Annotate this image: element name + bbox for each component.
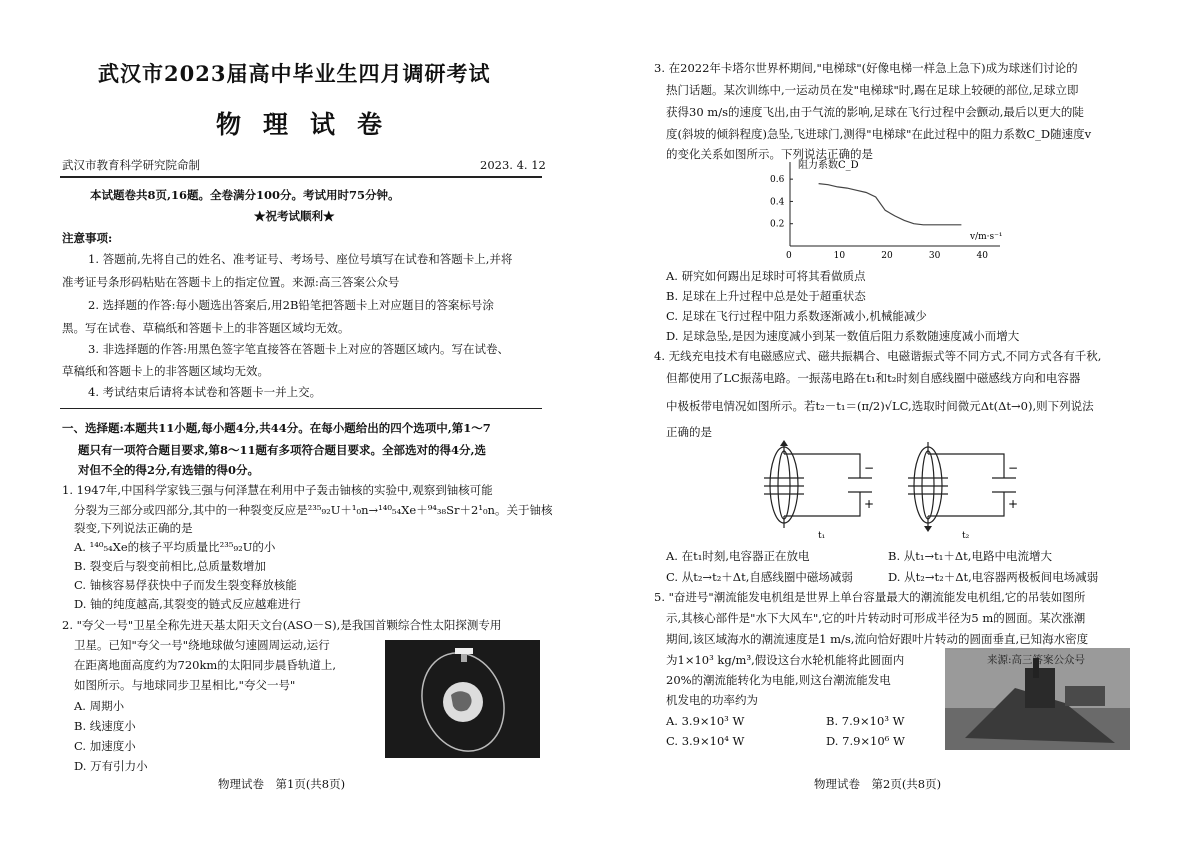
q3-stem: 的变化关系如图所示。下列说法正确的是 — [666, 147, 873, 161]
section-line: 一、选择题:本题共11小题,每小题4分,共44分。在每小题给出的四个选项中,第1～7 — [62, 421, 491, 435]
q5-stem: 5. "奋进号"潮流能发电机组是世界上单台容量最大的潮流能发电机组,它的吊装如图所 — [654, 590, 1086, 604]
capacitor2-bottom-sign: + — [1008, 497, 1019, 511]
q4-option: A. 在t₁时刻,电容器正在放电 — [666, 549, 810, 563]
q4-stem: 但都使用了LC振荡电路。一振荡电路在t₁和t₂时刻自感线圈中磁感线方向和电容器 — [666, 371, 1081, 385]
q4-stem: 中极板带电情况如图所示。若t₂－t₁＝(π/2)√LC,选取时间微元Δt(Δt→0),则下列说法 — [666, 399, 1094, 413]
notice-line: 3. 非选择题的作答:用黑色签字笔直接答在答题卡上对应的答题区域内。写在试卷、 — [88, 342, 509, 356]
q1-stem: 1. 1947年,中国科学家钱三强与何泽慧在利用中子轰击铀核的实验中,观察到铀核可能 — [62, 483, 493, 497]
drag-coefficient-chart — [760, 158, 1010, 260]
q1-stem: 裂变,下列说法正确的是 — [74, 521, 193, 535]
wish-line: ★祝考试顺利★ — [254, 209, 335, 223]
q3-option: B. 足球在上升过程中总是处于超重状态 — [666, 289, 866, 303]
q3-option: A. 研究如何踢出足球时可将其看做质点 — [666, 269, 866, 283]
notice-line: 黑。写在试卷、草稿纸和答题卡上的非答题区域均无效。 — [62, 321, 350, 335]
q1-stem: 分裂为三部分或四部分,其中的一种裂变反应是²³⁵₉₂U＋¹₀n→¹⁴⁰₅₄Xe＋⁹⁴₃₈Sr＋2¹₀n。关于铀核 — [74, 503, 553, 517]
q3-stem: 3. 在2022年卡塔尔世界杯期间,"电梯球"(好像电梯一样急上急下)成为球迷们讨论的 — [654, 61, 1078, 75]
intro-line: 本试题卷共8页,16题。全卷满分100分。考试用时75分钟。 — [90, 188, 400, 202]
exam-title: 武汉市2023届高中毕业生四月调研考试 — [98, 61, 491, 86]
q2-option: C. 加速度小 — [74, 739, 136, 753]
issuer: 武汉市教育科学研究院命制 — [62, 158, 200, 172]
chart-title: 阻力系数C_D — [798, 160, 859, 171]
y-tick-label: 0.6 — [770, 175, 785, 186]
page-footer: 物理试卷 第1页(共8页) — [218, 777, 346, 791]
q2-option: D. 万有引力小 — [74, 759, 148, 773]
section-line: 题只有一项符合题目要求,第8～11题有多项符合题目要求。全部选对的得4分,选 — [78, 443, 487, 457]
q3-option: C. 足球在飞行过程中阻力系数逐渐减小,机械能减少 — [666, 309, 927, 323]
q5-option: D. 7.9×10⁶ W — [826, 734, 905, 748]
q5-option: A. 3.9×10³ W — [666, 714, 745, 728]
exam-date: 2023. 4. 12 — [480, 158, 546, 172]
q3-stem: 获得30 m/s的速度飞出,由于气流的影响,足球在飞行过程中会颤动,最后以更大的陡 — [666, 105, 1084, 119]
q2-stem: 在距离地面高度约为720km的太阳同步晨昏轨道上, — [74, 658, 336, 672]
x-tick-label: 20 — [881, 251, 893, 260]
notice-line: 4. 考试结束后请将本试卷和答题卡一并上交。 — [88, 385, 322, 399]
notice-line: 2. 选择题的作答:每小题选出答案后,用2B铅笔把答题卡上对应题目的答案标号涂 — [88, 298, 494, 312]
q1-option: A. ¹⁴⁰₅₄Xe的核子平均质量比²³⁵₉₂U的小 — [74, 540, 276, 554]
y-tick-label: 0.2 — [770, 219, 785, 230]
q4-stem: 4. 无线充电技术有电磁感应式、磁共振耦合、电磁谐振式等不同方式,不同方式各有千秋, — [654, 349, 1102, 363]
page-footer: 物理试卷 第2页(共8页) — [814, 777, 942, 791]
cd-series-line — [819, 184, 962, 225]
tidal-generator-image — [945, 648, 1130, 750]
q5-stem: 示,其核心部件是"水下大风车",它的叶片转动时可形成半径为5 m的圆面。某次涨潮 — [666, 611, 1086, 625]
q5-stem: 期间,该区域海水的潮流速度是1 m/s,流向恰好跟叶片转动的圆面垂直,已知海水密度 — [666, 632, 1089, 646]
q2-stem: 2. "夸父一号"卫星全称先进天基太阳天文台(ASO－S),是我国首颗综合性太阳探测专用 — [62, 618, 502, 632]
q3-stem: 度(斜坡的倾斜程度)急坠,飞进球门,测得"电梯球"在此过程中的阻力系数C_D随速度v — [666, 127, 1092, 141]
notice-line: 1. 答题前,先将自己的姓名、准考证号、考场号、座位号填写在试卷和答题卡上,并将 — [88, 252, 513, 266]
q2-stem: 如图所示。与地球同步卫星相比,"夸父一号" — [74, 678, 296, 692]
notice-rule — [60, 408, 542, 409]
q4-option: C. 从t₂→t₂＋Δt,自感线圈中磁场减弱 — [666, 570, 853, 584]
x-tick-label: 30 — [928, 251, 941, 260]
section-line: 对但不全的得2分,有选错的得0分。 — [78, 463, 260, 477]
x-tick-label: 10 — [833, 251, 846, 260]
notice-title: 注意事项: — [62, 231, 113, 245]
page-2 — [600, 0, 1200, 849]
q5-option: B. 7.9×10³ W — [826, 714, 905, 728]
fig-label-t2: t₂ — [962, 531, 970, 540]
q2-stem: 卫星。已知"夸父一号"绕地球做匀速圆周运动,运行 — [74, 638, 330, 652]
lc-circuit-diagram — [760, 440, 1060, 540]
q1-option: D. 铀的纯度越高,其裂变的链式反应越难进行 — [74, 597, 301, 611]
capacitor1-bottom-sign: + — [864, 497, 875, 511]
subject-title: 物理试卷 — [216, 110, 405, 139]
y-tick-label: 0.4 — [770, 197, 785, 208]
q4-option: B. 从t₁→t₁＋Δt,电路中电流增大 — [888, 549, 1052, 563]
q4-stem: 正确的是 — [666, 425, 712, 439]
notice-line: 准考证号条形码粘贴在答题卡上的指定位置。来源:高三答案公众号 — [62, 275, 400, 289]
q2-option: B. 线速度小 — [74, 719, 136, 733]
capacitor2-top-sign: − — [1008, 461, 1019, 475]
chart-xlabel: v/m·s⁻¹ — [970, 232, 1003, 242]
q4-option: D. 从t₂→t₂＋Δt,电容器两极板间电场减弱 — [888, 570, 1099, 584]
q5-stem: 为1×10³ kg/m³,假设这台水轮机能将此圆面内 — [666, 653, 905, 667]
satellite-orbit-image — [385, 640, 540, 758]
q2-option: A. 周期小 — [74, 699, 125, 713]
q3-stem: 热门话题。某次训练中,一运动员在发"电梯球"时,踢在足球上较硬的部位,足球立即 — [666, 83, 1079, 97]
fig-label-t1: t₁ — [818, 531, 826, 540]
photo-caption: 来源:高三答案公众号 — [987, 654, 1086, 666]
q5-stem: 机发电的功率约为 — [666, 693, 758, 707]
q5-stem: 20%的潮流能转化为电能,则这台潮流能发电 — [666, 673, 891, 687]
q3-option: D. 足球急坠,是因为速度减小到某一数值后阻力系数随速度减小而增大 — [666, 329, 1020, 343]
x-tick-label: 0 — [786, 251, 792, 260]
q1-option: C. 铀核容易俘获快中子而发生裂变释放核能 — [74, 578, 297, 592]
header-rule — [60, 176, 542, 178]
capacitor1-top-sign: − — [864, 461, 875, 475]
notice-line: 草稿纸和答题卡上的非答题区域均无效。 — [62, 364, 269, 378]
q1-option: B. 裂变后与裂变前相比,总质量数增加 — [74, 559, 266, 573]
x-tick-label: 40 — [976, 251, 988, 260]
q5-option: C. 3.9×10⁴ W — [666, 734, 745, 748]
